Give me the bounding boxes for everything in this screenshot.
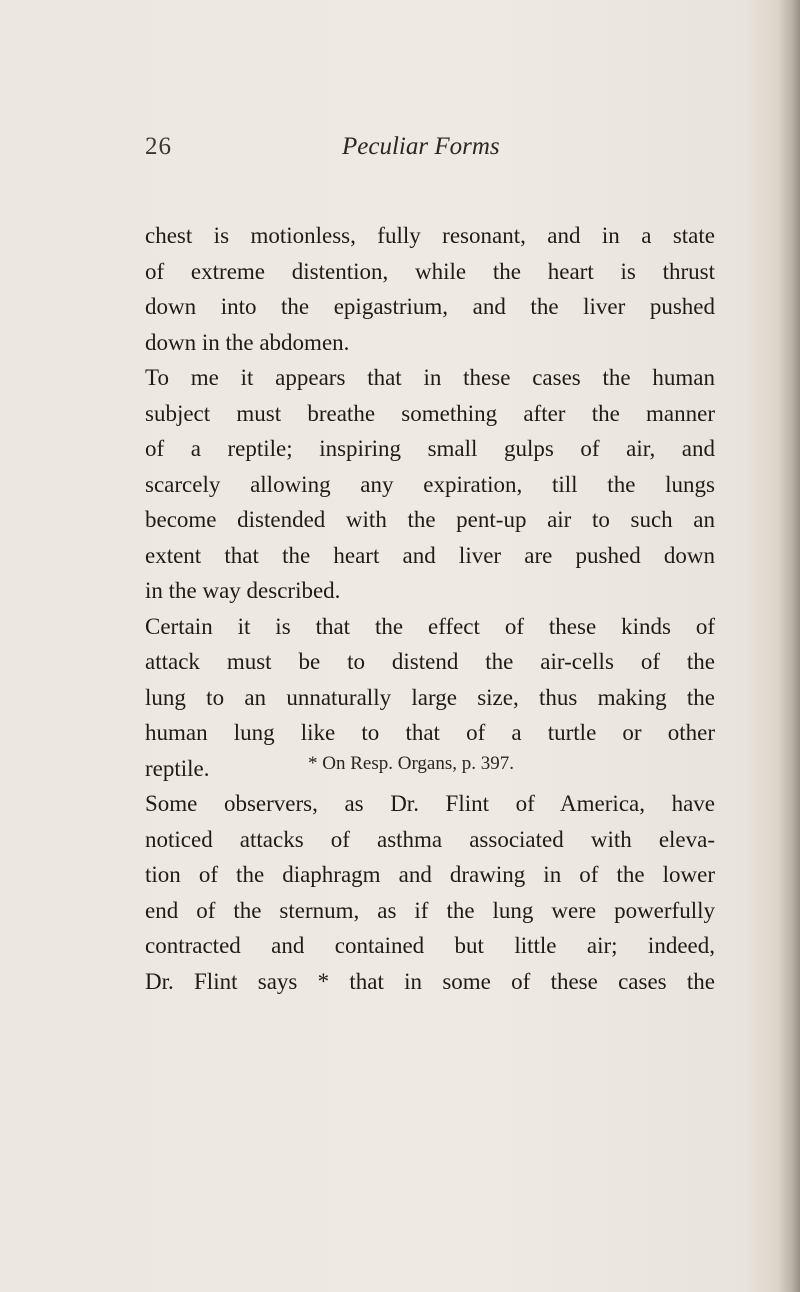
text-line: Certain it is that the effect of these kinds of <box>145 613 715 639</box>
text-line: Dr. Flint says * that in some of these cases the <box>145 968 715 994</box>
page-header <box>0 133 800 173</box>
text-line: of extreme distention, while the heart is thrust <box>145 258 715 284</box>
text-line: attack must be to distend the air-cells of the <box>145 649 715 674</box>
footnote: * On Resp. Organs, p. 397. <box>308 753 515 774</box>
text-line: scarcely allowing any expiration, till the lungs <box>145 471 715 497</box>
text-line: of a reptile; inspiring small gulps of air, and <box>145 436 715 461</box>
body-text <box>145 218 715 999</box>
text-line: become distended with the pent-up air to such an <box>145 507 715 532</box>
text-line: tion of the diaphragm and drawing in of the lower <box>145 862 715 887</box>
text-line: reptile. <box>145 755 210 781</box>
text-line: extent that the heart and liver are pushed down <box>145 542 715 568</box>
text-line: Some observers, as Dr. Flint of America, have <box>145 791 715 816</box>
text-line: in the way described. <box>145 578 341 603</box>
text-line: To me it appears that in these cases the human <box>145 365 715 390</box>
text-line: chest is motionless, fully resonant, and in a state <box>145 223 715 248</box>
text-line: human lung like to that of a turtle or other <box>145 720 715 745</box>
text-line: down in the abdomen. <box>145 329 350 355</box>
page-number: 26 <box>145 133 172 160</box>
running-head: Peculiar Forms <box>342 133 500 160</box>
text-line: contracted and contained but little air; indeed, <box>145 933 715 958</box>
text-line: down into the epigastrium, and the liver pushed <box>145 294 715 319</box>
text-line: end of the sternum, as if the lung were powerfully <box>145 897 715 923</box>
text-line: noticed attacks of asthma associated with eleva- <box>145 826 715 852</box>
text-line: lung to an unnaturally large size, thus making the <box>145 684 715 710</box>
page-edge-shadow <box>778 0 800 1292</box>
text-line: subject must breathe something after the manner <box>145 400 715 426</box>
